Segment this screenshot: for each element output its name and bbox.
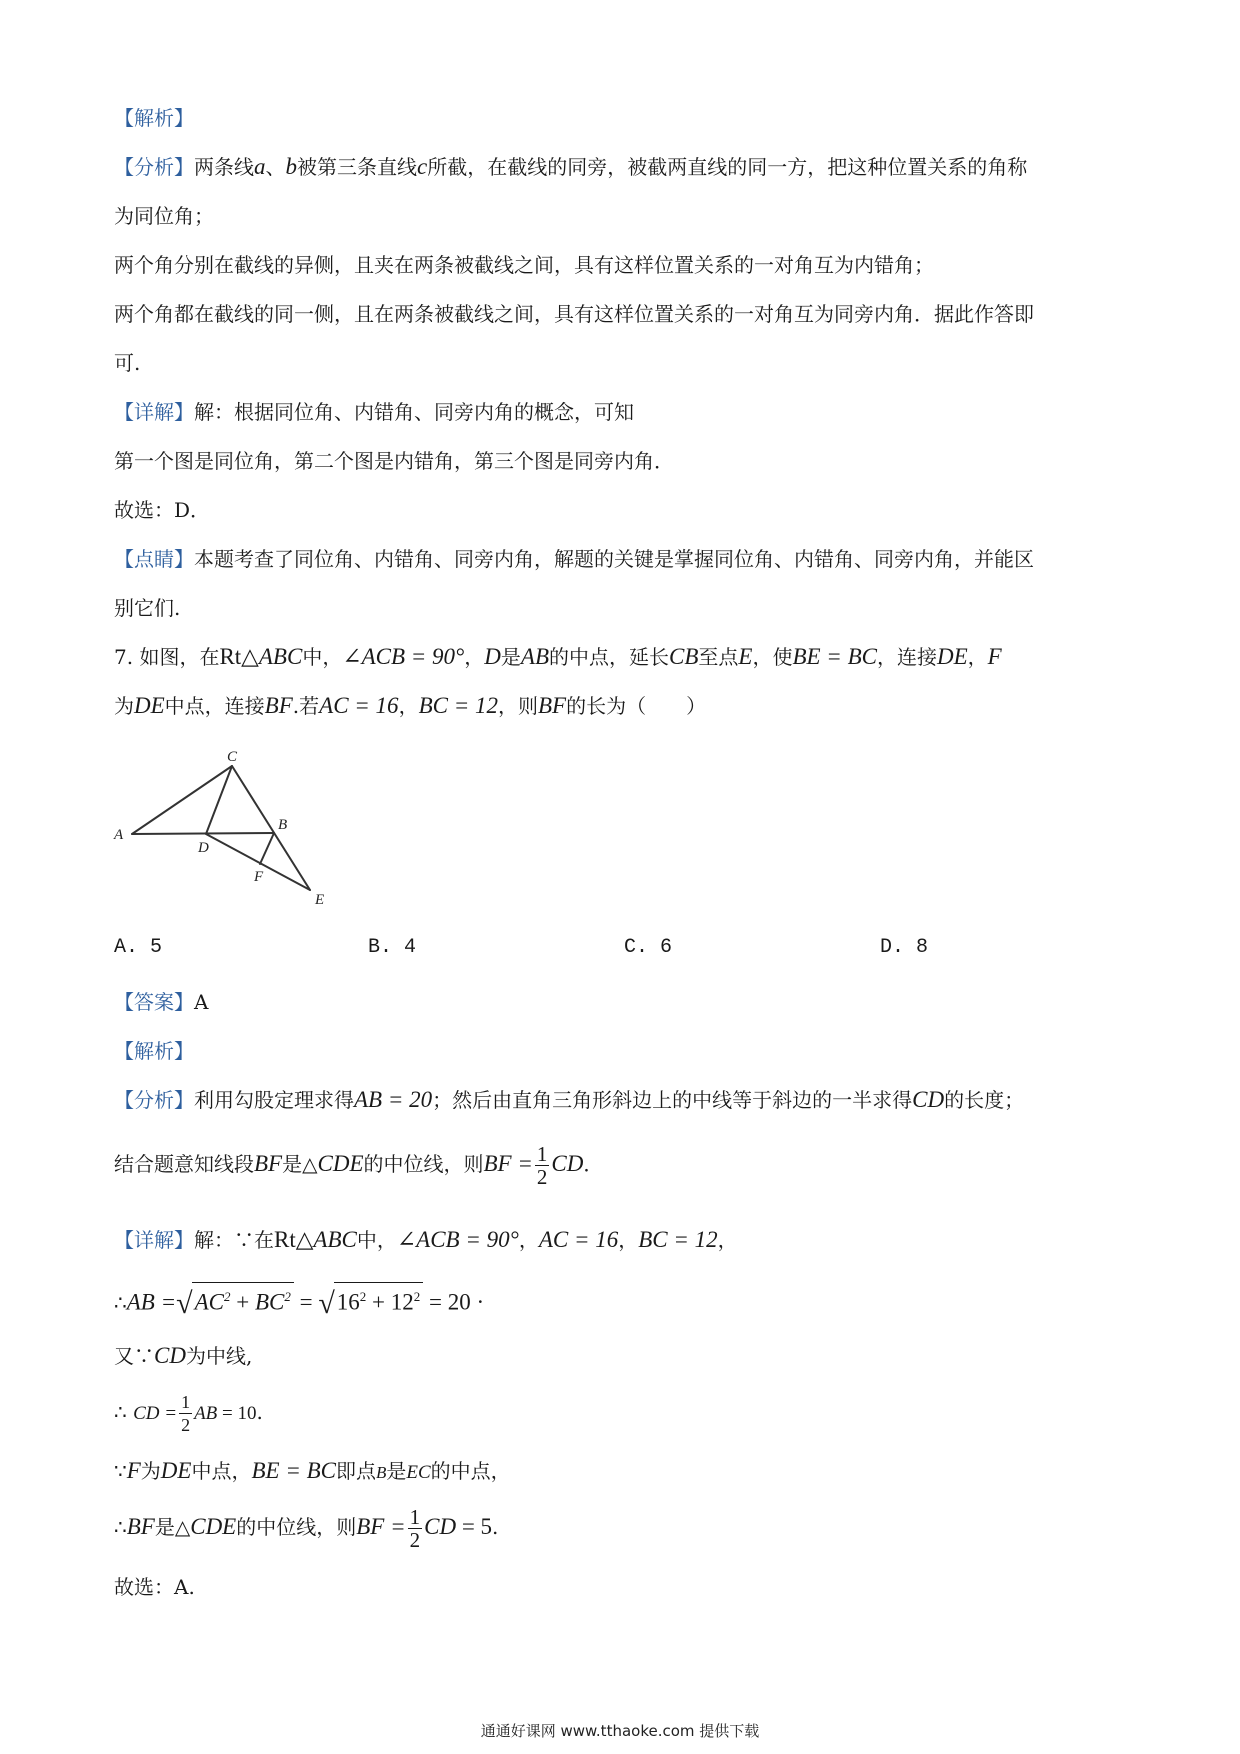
seg-bf: BF: [537, 693, 567, 718]
fraction-half: [535, 1143, 550, 1188]
seg-ab: AB: [520, 644, 549, 669]
analysis-tag: 【分析】: [114, 1088, 194, 1112]
segment-ce: [232, 766, 310, 890]
text: 的长为（ ）: [566, 694, 707, 718]
square: 2: [284, 1289, 291, 1304]
text: 中，: [356, 1228, 397, 1252]
answer-value: A: [194, 990, 209, 1014]
therefore-symbol: ∴: [114, 1515, 127, 1539]
question-7-line-1: [114, 643, 1002, 671]
text: ，: [518, 1228, 539, 1252]
var-a: a: [254, 154, 266, 179]
seg-cd: CD: [551, 1151, 584, 1176]
text: 是△: [154, 1515, 191, 1539]
bf-eq: BF =: [356, 1514, 406, 1539]
text: ；然后由直角三角形斜边上的中线等于斜边的一半求得: [432, 1088, 913, 1112]
analysis2-line-1: [114, 1086, 1024, 1114]
result-5: = 5: [456, 1514, 493, 1539]
plus: +: [366, 1289, 391, 1315]
detail-tag: 【详解】: [114, 400, 194, 424]
text: 所截，在截线的同旁，被截两直线的同一方，把这种位置关系的角称: [427, 155, 1028, 179]
segment-ab: [132, 833, 274, 834]
analysis-tag: 【分析】: [114, 155, 194, 179]
text: 7. 如图，在: [114, 645, 220, 669]
cd-eq: CD =: [133, 1403, 178, 1424]
analysis-paragraph-line-1: [114, 153, 1027, 181]
analysis2-line-2: [114, 1140, 603, 1188]
rt-triangle: Rt△: [219, 644, 259, 669]
result-10: = 10: [217, 1403, 257, 1424]
eq-bc-12: BC = 12: [638, 1227, 718, 1252]
radicand-2: [334, 1282, 423, 1315]
equals: =: [293, 1289, 319, 1315]
text: 中点，连接: [164, 694, 265, 718]
text: 至点: [698, 645, 739, 669]
detail-line-2: 第一个图是同位角，第二个图是内错角，第三个图是同旁内角．: [114, 449, 674, 473]
square: 2: [223, 1289, 231, 1304]
text: 利用勾股定理求得: [194, 1088, 354, 1112]
ab-eq: AB =: [126, 1289, 177, 1315]
seg-cd: CD: [424, 1514, 457, 1539]
radical-sign-1: √: [176, 1286, 193, 1320]
detail2-line-5: [114, 1457, 511, 1487]
option-c[interactable]: C. 6: [624, 936, 673, 959]
numerator: 1: [536, 1142, 548, 1166]
fraction-half: [179, 1391, 192, 1436]
detail2-line-6: [114, 1502, 498, 1552]
text: 的长度；: [944, 1088, 1025, 1112]
analysis-paragraph-line-2: 为同位角；: [114, 204, 214, 228]
text: 本题考查了同位角、内错角、同旁内角，解题的关键是掌握同位角、内错角、同旁内角，并能区: [194, 547, 1034, 571]
text: 为: [114, 694, 134, 718]
numerator: 1: [181, 1392, 191, 1412]
triangle-cde: CDE: [317, 1151, 364, 1176]
text: 为中线,: [185, 1344, 253, 1368]
seg-cd: CD: [912, 1087, 945, 1112]
triangle-abc: ABC: [313, 1227, 357, 1252]
num-16: 16: [336, 1289, 360, 1315]
section-analysis-heading: 【解析】: [114, 106, 194, 130]
label-d: D: [198, 840, 209, 856]
radicand-1: [192, 1282, 294, 1315]
angle-acb: ∠ACB = 90°: [342, 644, 465, 669]
var-f: F: [126, 1458, 141, 1483]
eq-ac-16: AC = 16: [319, 693, 399, 718]
triangle-abc: ABC: [258, 644, 303, 669]
question-7-line-2: [114, 692, 706, 720]
seg-de: DE: [160, 1458, 192, 1483]
var-f: F: [987, 644, 1002, 669]
numerator: 1: [409, 1505, 421, 1529]
rt-triangle: Rt△: [274, 1227, 314, 1252]
label-e: E: [315, 892, 325, 908]
text: 即点: [335, 1459, 376, 1483]
footer-watermark: 通通好课网 www.tthaoke.com 提供下载: [480, 1722, 760, 1740]
text: 的中点，延长: [549, 645, 669, 669]
text: 是: [500, 645, 521, 669]
text: .若: [292, 694, 320, 718]
text: ，: [967, 645, 988, 669]
segment-cd: [206, 766, 232, 834]
choice-line-1: 故选：D．: [114, 498, 211, 522]
bf-eq: BF =: [483, 1151, 533, 1176]
text: 是: [386, 1459, 407, 1483]
seg-de: DE: [936, 644, 968, 669]
num-12: 12: [390, 1289, 414, 1315]
text: 的中点，: [430, 1459, 511, 1483]
segment-bf: [260, 833, 274, 864]
eq-be-bc: BE = BC: [251, 1458, 336, 1483]
period: .: [256, 1400, 263, 1424]
radical-sign-2: √: [318, 1286, 335, 1320]
text: 又∵: [114, 1344, 154, 1368]
denominator: 2: [409, 1528, 421, 1552]
therefore-symbol: ∴: [114, 1290, 127, 1315]
therefore-symbol: ∴: [114, 1400, 134, 1424]
text: 的中位线，则: [236, 1515, 357, 1539]
text: ，: [618, 1228, 639, 1252]
text: ．: [583, 1152, 604, 1176]
text: 为: [140, 1459, 161, 1483]
text: 两条线: [194, 155, 254, 179]
comment-tag: 【点睛】: [114, 547, 194, 571]
analysis-paragraph-line-3: 两个角分别在截线的异侧，且夹在两条被截线之间，具有这样位置关系的一对角互为内错角；: [114, 253, 934, 277]
section-analysis-heading-2: 【解析】: [114, 1039, 194, 1063]
denominator: 2: [181, 1415, 191, 1435]
label-c: C: [227, 749, 238, 765]
choice-line-2: 故选：A.: [114, 1575, 195, 1599]
eq-ac-16: AC = 16: [538, 1227, 619, 1252]
geometry-figure: [110, 740, 350, 910]
text: 的中位线，则: [363, 1152, 484, 1176]
answer-line: [114, 988, 208, 1016]
seg-bf: BF: [126, 1514, 155, 1539]
option-b[interactable]: B. 4: [368, 936, 417, 959]
square: 2: [413, 1289, 421, 1304]
segment-ac: [132, 766, 232, 834]
seg-ab: AB: [194, 1403, 218, 1424]
seg-bf: BF: [254, 1151, 283, 1176]
detail2-line-1: [114, 1226, 738, 1254]
eq-bc-12: BC = 12: [418, 693, 498, 718]
var-e: E: [738, 644, 753, 669]
text: 是△: [282, 1152, 318, 1176]
seg-cb: CB: [669, 644, 699, 669]
text: 被第三条直线: [297, 155, 417, 179]
because-symbol: ∵: [114, 1459, 127, 1483]
result-20: = 20 ·: [423, 1289, 485, 1315]
detail2-line-3: [114, 1342, 252, 1370]
comment-line-2: 别它们.: [114, 596, 181, 620]
text: ，则: [497, 694, 538, 718]
var-b: B: [375, 1463, 387, 1482]
text: ，连接: [876, 645, 937, 669]
seg-cd: CD: [154, 1343, 186, 1368]
eq-be-bc: BE = BC: [792, 644, 877, 669]
seg-ac: AC: [194, 1289, 224, 1315]
var-b: b: [285, 154, 297, 179]
detail-tag: 【详解】: [114, 1228, 194, 1252]
detail-line-1: [114, 398, 634, 426]
comment-line-1: [114, 545, 1034, 573]
option-d[interactable]: D. 8: [880, 936, 929, 959]
text: 、: [265, 155, 286, 179]
seg-ec: EC: [406, 1462, 431, 1483]
analysis-paragraph-line-4: 两个角都在截线的同一侧，且在两条被截线之间，具有这样位置关系的一对角互为同旁内角．据此作答即: [114, 302, 1034, 326]
var-c: c: [417, 154, 428, 179]
answer-tag: 【答案】: [114, 990, 194, 1014]
detail2-line-2: [114, 1282, 484, 1324]
text: ，: [464, 645, 485, 669]
label-f: F: [254, 869, 264, 885]
option-a[interactable]: A. 5: [114, 936, 163, 959]
analysis-paragraph-line-5: 可.: [114, 351, 141, 375]
text: ，: [717, 1228, 738, 1252]
text: 解：∵在: [194, 1228, 274, 1252]
text: 中，: [302, 645, 343, 669]
text: 结合题意知线段: [114, 1152, 254, 1176]
text: 解：根据同位角、内错角、同旁内角的概念，可知: [194, 400, 634, 424]
square: 2: [359, 1289, 367, 1304]
triangle-cde: CDE: [190, 1514, 237, 1539]
text: 中点，: [191, 1459, 252, 1483]
seg-bc: BC: [254, 1289, 285, 1315]
label-b: B: [278, 817, 288, 833]
eq-ab-20: AB = 20: [354, 1087, 433, 1112]
text: ，: [398, 694, 419, 718]
detail2-line-4: [114, 1388, 263, 1438]
fraction-half: [408, 1506, 423, 1551]
label-a: A: [114, 827, 124, 843]
plus: +: [230, 1289, 255, 1315]
seg-bf: BF: [264, 693, 293, 718]
text: ，使: [752, 645, 793, 669]
angle-acb: ∠ACB = 90°: [396, 1227, 519, 1252]
period: .: [492, 1515, 499, 1539]
var-d: D: [484, 644, 501, 669]
denominator: 2: [536, 1165, 548, 1189]
seg-de: DE: [134, 693, 165, 718]
